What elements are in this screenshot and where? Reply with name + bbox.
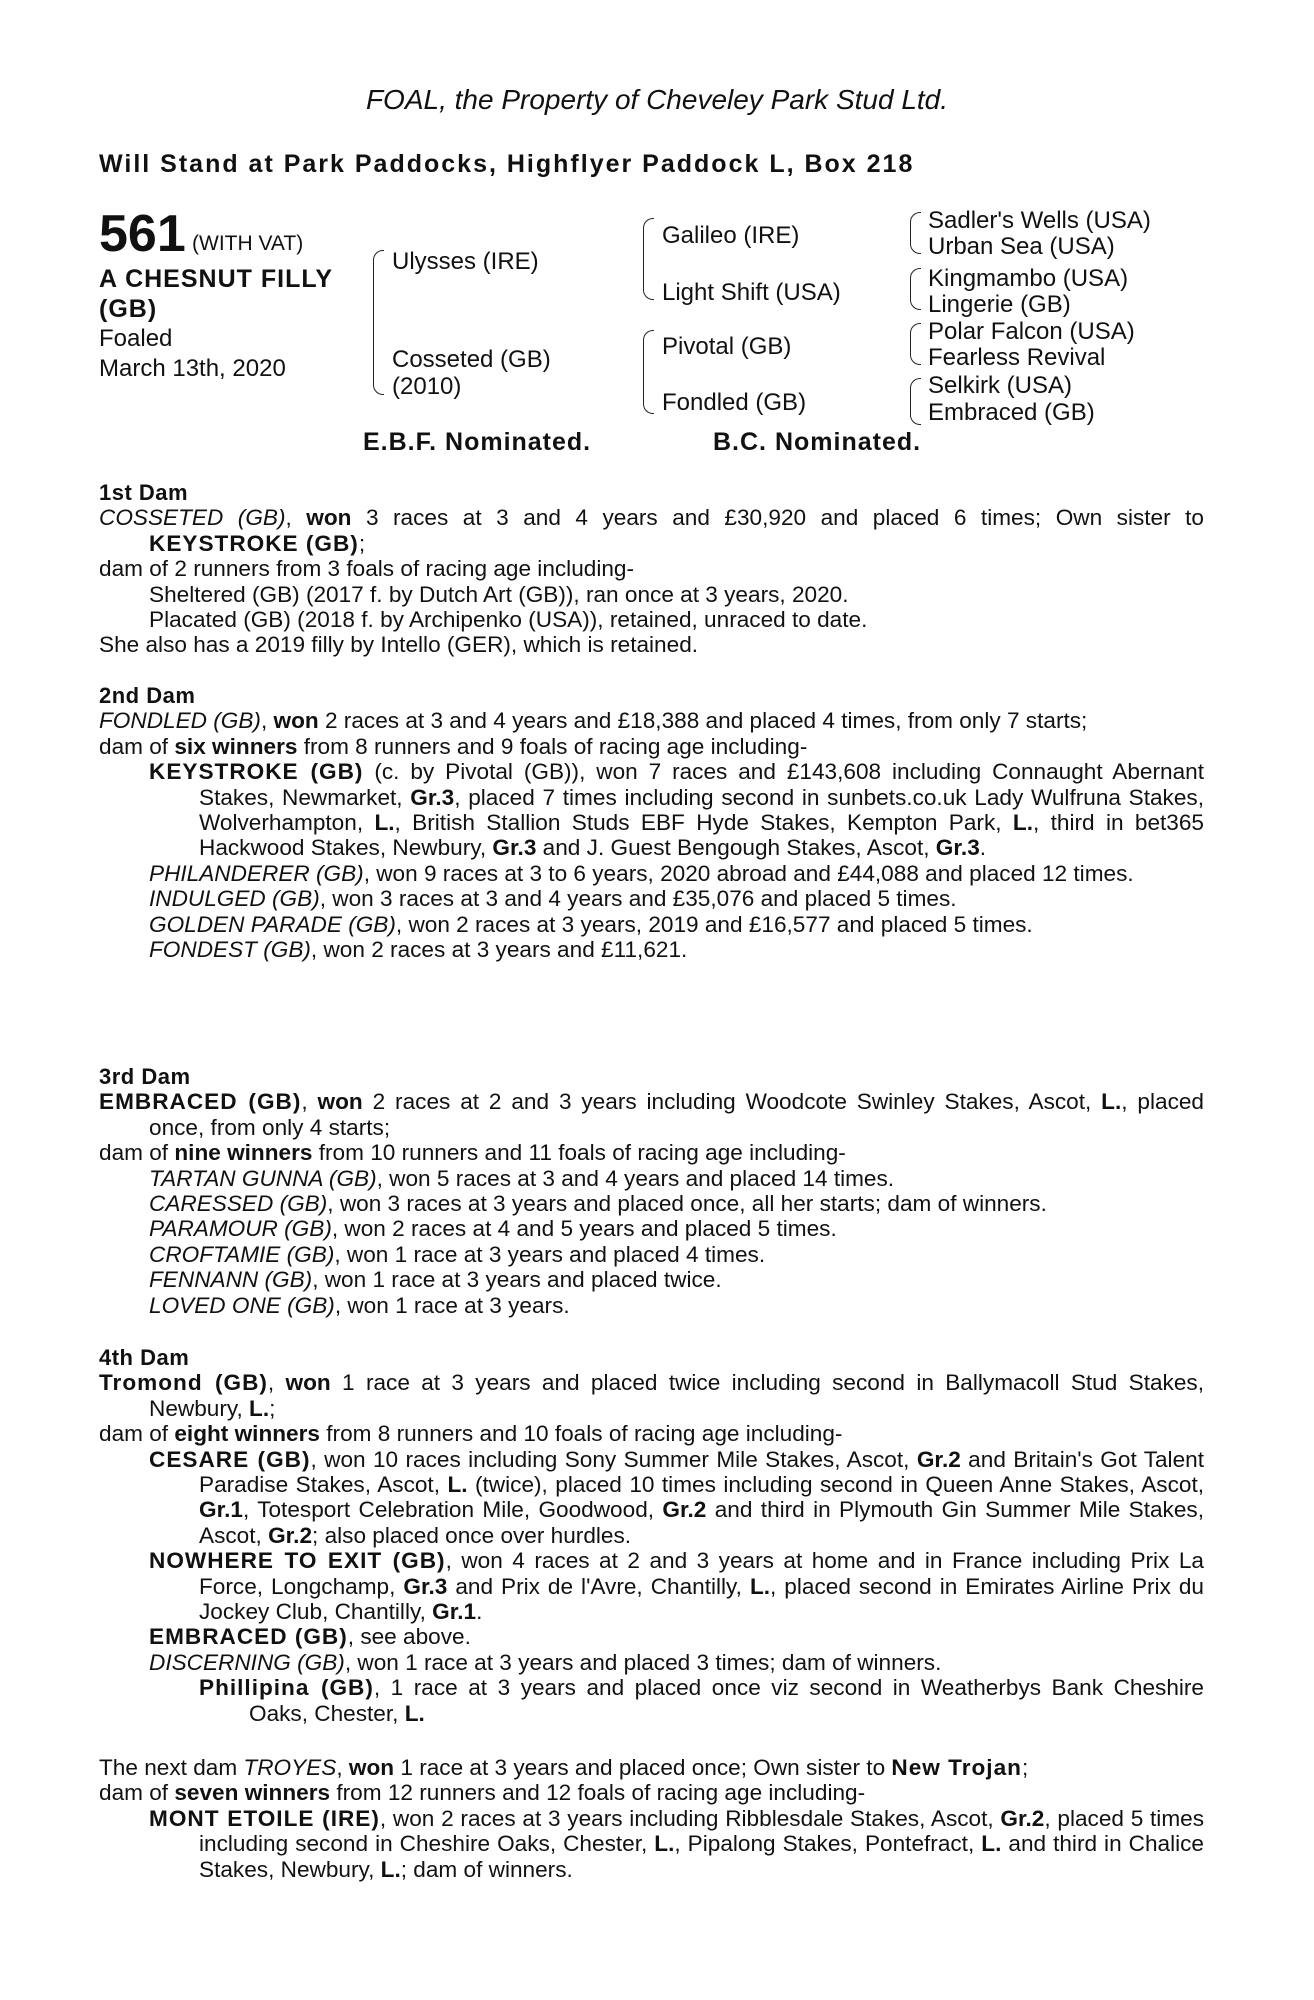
fourth-dam-heading: 4th Dam (99, 1345, 190, 1370)
bc-nominated: B.C. Nominated. (713, 428, 922, 456)
ped-dam-dam: Fondled (GB) (662, 389, 807, 416)
ped-g1: Sadler's Wells (USA) (928, 207, 1151, 234)
ped-g6: Fearless Revival (928, 344, 1106, 371)
fourth-dam-produce-summary: dam of eight winners from 8 runners and 10 foals of racing age including- (99, 1421, 843, 1447)
third-dam-section (99, 1064, 1204, 1318)
third-dam-produce-summary: dam of nine winners from 10 runners and 11 foals of racing age including- (99, 1140, 846, 1166)
produce-fondest: FONDEST (GB), won 2 races at 3 years and £11,621. (149, 937, 688, 963)
first-dam-produce-summary: dam of 2 runners from 3 foals of racing age including- (99, 556, 635, 582)
produce-fennann: FENNANN (GB), won 1 race at 3 years and placed twice. (149, 1267, 722, 1293)
ped-g2: Urban Sea (USA) (928, 233, 1115, 260)
second-dam-produce-summary: dam of six winners from 8 runners and 9 foals of racing age including- (99, 733, 808, 759)
second-dam-heading: 2nd Dam (99, 683, 196, 708)
produce-paramour: PARAMOUR (GB), won 2 races at 4 and 5 years and placed 5 times. (149, 1216, 837, 1242)
produce-golden-parade: GOLDEN PARADE (GB), won 2 races at 3 years, 2019 and £16,577 and placed 5 times. (149, 911, 1033, 937)
second-dam-record: FONDLED (GB), won 2 races at 3 and 4 years and £18,388 and placed 4 times, from only 7 starts; (99, 708, 1088, 734)
ped-sire-dam: Light Shift (USA) (662, 279, 841, 306)
ped-sire-sire: Galileo (IRE) (662, 222, 800, 249)
ped-g4: Lingerie (GB) (928, 291, 1071, 318)
produce-phillipina: Phillipina (GB), 1 race at 3 years and placed once viz second in Weatherbys Bank Cheshire Oaks, Chester, L. (199, 1675, 1204, 1726)
pedigree-brace-g2 (910, 268, 921, 310)
ped-dam-year: (2010) (392, 373, 462, 400)
first-dam-produce-item: Placated (GB) (2018 f. by Archipenko (USA)), retained, unraced to date. (149, 607, 868, 633)
ped-g7: Selkirk (USA) (928, 372, 1073, 399)
ped-g3: Kingmambo (USA) (928, 265, 1129, 292)
pedigree-brace-g3 (910, 323, 921, 365)
next-dam-record: The next dam TROYES, won 1 race at 3 years and placed once; Own sister to New Trojan; (99, 1755, 1029, 1780)
ebf-nominated: E.B.F. Nominated. (363, 428, 592, 456)
pedigree-brace-g4 (910, 378, 921, 425)
ped-dam-sire: Pivotal (GB) (662, 333, 792, 360)
produce-croftamie: CROFTAMIE (GB), won 1 race at 3 years and placed 4 times. (149, 1241, 766, 1267)
first-dam-heading: 1st Dam (99, 480, 189, 505)
ped-sire: Ulysses (IRE) (392, 248, 539, 275)
next-dam-produce-summary: dam of seven winners from 12 runners and 12 foals of racing age including- (99, 1780, 866, 1806)
first-dam-record: COSSETED (GB), won 3 races at 3 and 4 years and £30,920 and placed 6 times; Own sister to KEYSTROKE (GB); (99, 505, 1204, 556)
pedigree-brace-main (373, 250, 384, 395)
produce-philanderer: PHILANDERER (GB), won 9 races at 3 to 6 years, 2020 abroad and £44,088 and placed 12 times. (149, 860, 1134, 886)
ped-g8: Embraced (GB) (928, 399, 1095, 426)
produce-caressed: CARESSED (GB), won 3 races at 3 years and placed once, all her starts; dam of winners. (149, 1191, 1047, 1217)
produce-indulged: INDULGED (GB), won 3 races at 3 and 4 years and £35,076 and placed 5 times. (149, 886, 957, 912)
produce-embraced: EMBRACED (GB), see above. (149, 1624, 471, 1650)
ped-g5: Polar Falcon (USA) (928, 318, 1135, 345)
produce-cesare: CESARE (GB), won 10 races including Sony Summer Mile Stakes, Ascot, Gr.2 and Britain's Got Talent Paradise Stakes, Ascot, L. (twice), placed 10 times including second in Queen Anne Stakes, Ascot, Gr.1, Totesport Celebration Mile, Goodwood, Gr.2 and third in Plymouth Gin Summer Mile Stakes, Ascot, Gr.2; also placed once over hurdles. (149, 1446, 1204, 1548)
produce-keystroke: KEYSTROKE (GB) (c. by Pivotal (GB)), won 7 races and £143,608 including Connaught Abernant Stakes, Newmarket, Gr.3, placed 7 times including second in sunbets.co.uk Lady Wulfruna Stakes, Wolverhampton, L., British Stallion Studs EBF Hyde Stakes, Kempton Park, L., third in bet365 Hackwood Stakes, Newbury, Gr.3 and J. Guest Bengough Stakes, Ascot, Gr.3. (149, 759, 1204, 861)
vat-label: (WITH VAT) (192, 232, 304, 255)
produce-nowhere-to-exit: NOWHERE TO EXIT (GB), won 4 races at 2 and 3 years at home and in France including Prix La Force, Longchamp, Gr.3 and Prix de l'Avre, Chantilly, L., placed second in Emirates Airline Prix du Jockey Club, Chantilly, Gr.1. (149, 1548, 1204, 1625)
fourth-dam-record: Tromond (GB), won 1 race at 3 years and placed twice including second in Ballymacoll Stud Stakes, Newbury, L.; (99, 1370, 1204, 1421)
pedigree-brace-g1 (910, 212, 921, 254)
produce-discerning: DISCERNING (GB), won 1 race at 3 years and placed 3 times; dam of winners. (149, 1649, 942, 1675)
lot-description (99, 264, 333, 384)
first-dam-produce-item: Sheltered (GB) (2017 f. by Dutch Art (GB)), ran once at 3 years, 2020. (149, 581, 849, 607)
lot-title-line1: A CHESNUT FILLY (99, 265, 333, 293)
lot-number: 561 (99, 205, 186, 263)
pedigree-brace-dam (643, 330, 654, 414)
owner-line: FOAL, the Property of Cheveley Park Stud Ltd. (365, 84, 949, 115)
produce-loved-one: LOVED ONE (GB), won 1 race at 3 years. (149, 1292, 570, 1318)
lot-title-line2: (GB) (99, 295, 158, 323)
ped-dam: Cosseted (GB) (392, 346, 551, 373)
produce-mont-etoile: MONT ETOILE (IRE), won 2 races at 3 years including Ribblesdale Stakes, Ascot, Gr.2, placed 5 times including second in Cheshire Oaks, Chester, L., Pipalong Stakes, Pontefract, L. and third in Chalice Stakes, Newbury, L.; dam of winners. (149, 1805, 1205, 1882)
produce-tartan-gunna: TARTAN GUNNA (GB), won 5 races at 3 and 4 years and placed 14 times. (149, 1165, 895, 1191)
pedigree-brace-sire (643, 218, 654, 300)
first-dam-section (99, 480, 1204, 658)
second-dam-section (99, 683, 1204, 962)
foaled-date: March 13th, 2020 (99, 355, 286, 382)
next-dam-section (99, 1755, 1204, 1882)
third-dam-record: EMBRACED (GB), won 2 races at 2 and 3 years including Woodcote Swinley Stakes, Ascot, L., placed once, from only 4 starts; (99, 1089, 1205, 1140)
foaled-label: Foaled (99, 325, 173, 352)
third-dam-heading: 3rd Dam (99, 1064, 191, 1089)
stand-line: Will Stand at Park Paddocks, Highflyer Paddock L, Box 218 (99, 150, 915, 178)
fourth-dam-section (99, 1345, 1204, 1726)
first-dam-note: She also has a 2019 filly by Intello (GER), which is retained. (99, 632, 699, 658)
